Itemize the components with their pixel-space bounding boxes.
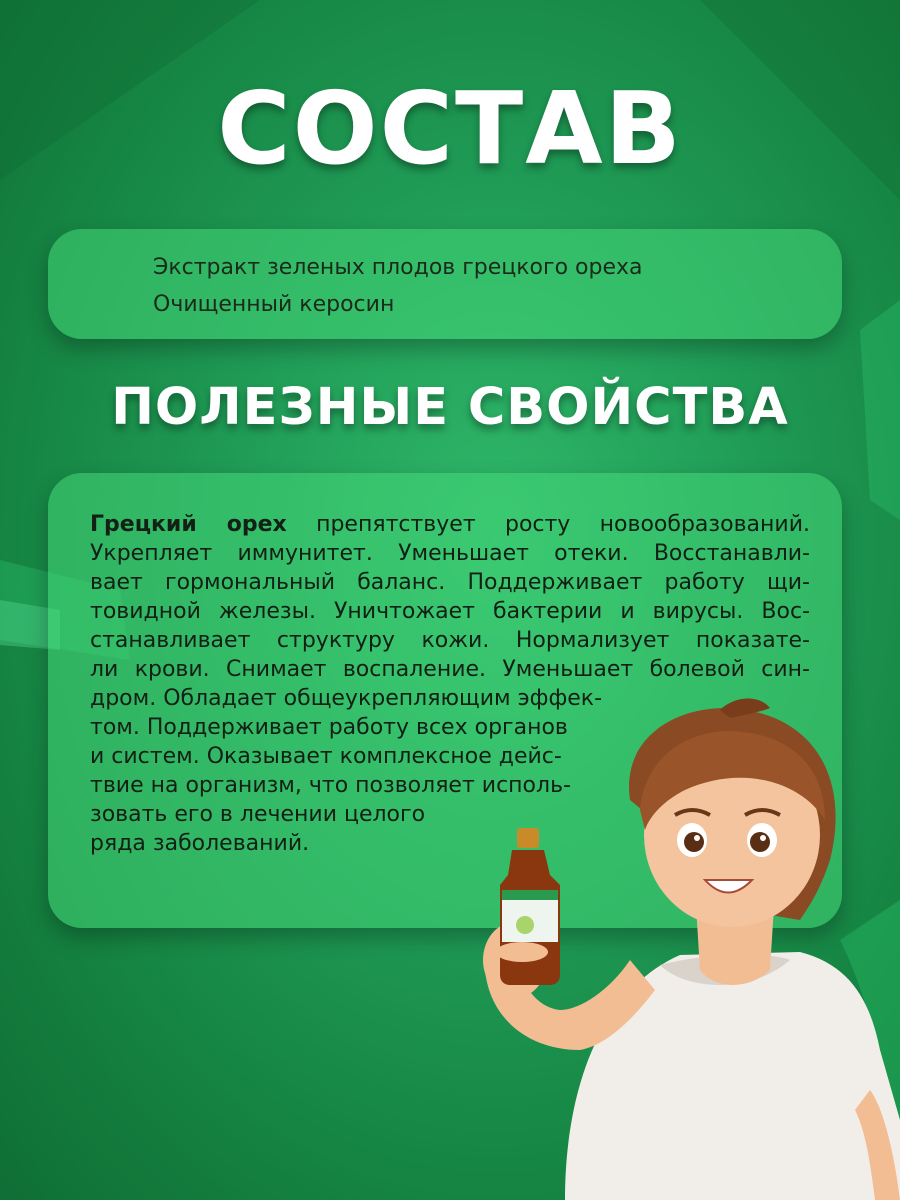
properties-line: и систем. Оказывает комплексное дейс- [90,744,562,769]
composition-item: Экстракт зеленых плодов грецкого ореха [153,255,643,280]
properties-line: Грецкий орех препятствует росту новообразований. [90,512,810,537]
woman-with-bottle-illustration [470,690,900,1200]
composition-item: Очищенный керосин [153,292,395,317]
properties-line: Укрепляет иммунитет. Уменьшает отеки. Восстанавли- [90,541,810,566]
properties-title: ПОЛЕЗНЫЕ СВОЙСТВА [111,378,789,437]
properties-line: зовать его в лечении целого [90,802,426,827]
properties-line: ли крови. Снимает воспаление. Уменьшает болевой син- [90,657,810,682]
properties-line: том. Поддерживает работу всех органов [90,715,568,740]
properties-lead: Грецкий орех [90,512,287,537]
composition-title: СОСТАВ [217,70,683,187]
properties-line: ряда заболеваний. [90,831,310,856]
properties-line: дром. Обладает общеукрепляющим эффек- [90,686,603,711]
composition-card [48,229,842,339]
properties-line: товидной железы. Уничтожает бактерии и вирусы. Вос- [90,599,810,624]
properties-line: станавливает структуру кожи. Нормализует показате- [90,628,810,653]
properties-line: твие на организм, что позволяет исполь- [90,773,571,798]
properties-line: вает гормональный баланс. Поддерживает работу щи- [90,570,810,595]
composition-list [48,229,842,323]
